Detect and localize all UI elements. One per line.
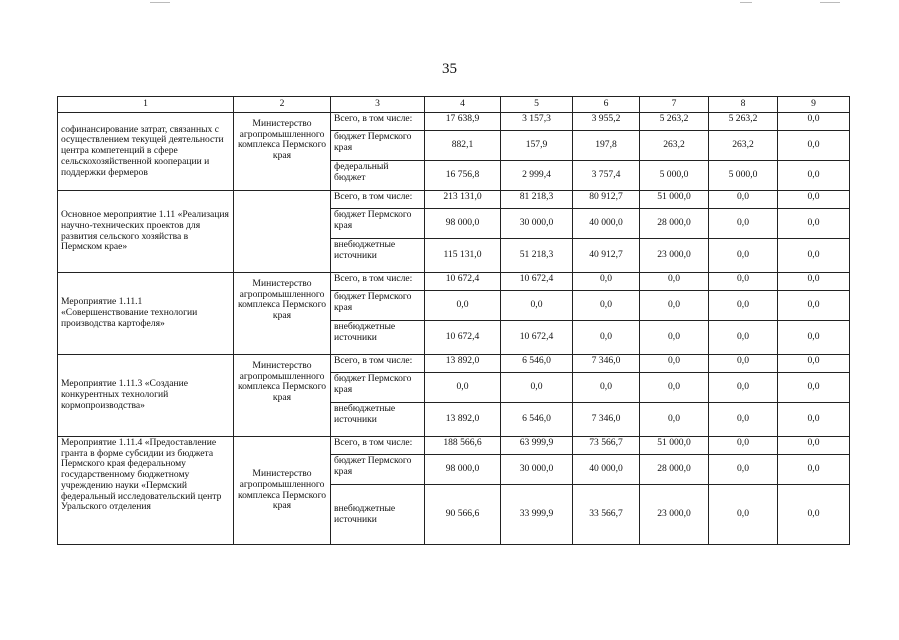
amount-cell: 33 999,9 xyxy=(501,485,573,545)
amount-cell: 0,0 xyxy=(640,291,709,321)
budget-table-container xyxy=(57,96,850,545)
amount-cell: 40 912,7 xyxy=(573,239,640,273)
amount-cell: 0,0 xyxy=(778,373,850,403)
responsible-executor: Министерство агропромышленного комплекса Пермского края xyxy=(234,273,331,355)
amount-cell: 23 000,0 xyxy=(640,239,709,273)
amount-cell: 0,0 xyxy=(778,403,850,437)
amount-cell: 197,8 xyxy=(573,131,640,161)
scan-artifact xyxy=(740,2,752,3)
scan-artifact xyxy=(820,2,840,3)
amount-cell: 0,0 xyxy=(709,403,778,437)
funding-source: внебюджетные источники xyxy=(331,403,425,437)
funding-source: внебюджетные источники xyxy=(331,485,425,545)
amount-cell: 51 218,3 xyxy=(501,239,573,273)
amount-cell: 0,0 xyxy=(573,373,640,403)
amount-cell: 0,0 xyxy=(640,321,709,355)
column-header-2: 2 xyxy=(234,97,331,113)
amount-cell: 0,0 xyxy=(709,321,778,355)
amount-cell: 81 218,3 xyxy=(501,191,573,209)
column-header-8: 8 xyxy=(709,97,778,113)
activity-name: Основное мероприятие 1.11 «Реализация научно-технических проектов для развития сельского хозяйства в Пермском крае» xyxy=(58,191,234,273)
header-row xyxy=(58,97,850,113)
funding-source: Всего, в том числе: xyxy=(331,273,425,291)
amount-cell: 0,0 xyxy=(425,291,501,321)
amount-cell: 30 000,0 xyxy=(501,209,573,239)
amount-cell: 51 000,0 xyxy=(640,437,709,455)
activity-name: софинансирование затрат, связанных с осуществлением текущей деятельности центра компетенций в сфере сельскохозяйственной кооперации и поддержки фермеров xyxy=(58,113,234,191)
amount-cell: 7 346,0 xyxy=(573,403,640,437)
amount-cell: 0,0 xyxy=(778,191,850,209)
funding-source: Всего, в том числе: xyxy=(331,355,425,373)
amount-cell: 263,2 xyxy=(640,131,709,161)
amount-cell: 0,0 xyxy=(709,455,778,485)
amount-cell: 0,0 xyxy=(709,291,778,321)
funding-source: Всего, в том числе: xyxy=(331,437,425,455)
table-row xyxy=(58,113,850,131)
funding-source: Всего, в том числе: xyxy=(331,191,425,209)
amount-cell: 0,0 xyxy=(778,455,850,485)
amount-cell: 63 999,9 xyxy=(501,437,573,455)
amount-cell: 0,0 xyxy=(709,209,778,239)
amount-cell: 0,0 xyxy=(778,239,850,273)
amount-cell: 0,0 xyxy=(640,273,709,291)
amount-cell: 3 157,3 xyxy=(501,113,573,131)
amount-cell: 0,0 xyxy=(709,485,778,545)
amount-cell: 7 346,0 xyxy=(573,355,640,373)
funding-source: бюджет Пермского края xyxy=(331,455,425,485)
amount-cell: 40 000,0 xyxy=(573,455,640,485)
amount-cell: 0,0 xyxy=(709,239,778,273)
amount-cell: 0,0 xyxy=(425,373,501,403)
funding-source: бюджет Пермского края xyxy=(331,131,425,161)
amount-cell: 13 892,0 xyxy=(425,403,501,437)
amount-cell: 5 263,2 xyxy=(640,113,709,131)
amount-cell: 0,0 xyxy=(778,113,850,131)
amount-cell: 263,2 xyxy=(709,131,778,161)
column-header-3: 3 xyxy=(331,97,425,113)
table-row xyxy=(58,191,850,209)
amount-cell: 188 566,6 xyxy=(425,437,501,455)
column-header-9: 9 xyxy=(778,97,850,113)
amount-cell: 0,0 xyxy=(778,273,850,291)
amount-cell: 10 672,4 xyxy=(501,273,573,291)
activity-name: Мероприятие 1.11.4 «Предоставление гранта в форме субсидии из бюджета Пермского края федеральному государственному бюджетному учреждению науки «Пермский федеральный исследовательский центр Уральского отделения xyxy=(58,437,234,545)
amount-cell: 0,0 xyxy=(778,291,850,321)
amount-cell: 23 000,0 xyxy=(640,485,709,545)
amount-cell: 10 672,4 xyxy=(425,273,501,291)
column-header-5: 5 xyxy=(501,97,573,113)
column-header-7: 7 xyxy=(640,97,709,113)
funding-source: федеральный бюджет xyxy=(331,161,425,191)
responsible-executor: Министерство агропромышленного комплекса Пермского края xyxy=(234,437,331,545)
amount-cell: 17 638,9 xyxy=(425,113,501,131)
amount-cell: 51 000,0 xyxy=(640,191,709,209)
responsible-executor: Министерство агропромышленного комплекса Пермского края xyxy=(234,113,331,191)
amount-cell: 13 892,0 xyxy=(425,355,501,373)
amount-cell: 0,0 xyxy=(709,191,778,209)
amount-cell: 0,0 xyxy=(778,209,850,239)
amount-cell: 115 131,0 xyxy=(425,239,501,273)
amount-cell: 0,0 xyxy=(778,161,850,191)
amount-cell: 0,0 xyxy=(778,131,850,161)
amount-cell: 73 566,7 xyxy=(573,437,640,455)
amount-cell: 10 672,4 xyxy=(425,321,501,355)
funding-source: Всего, в том числе: xyxy=(331,113,425,131)
amount-cell: 5 000,0 xyxy=(709,161,778,191)
amount-cell: 33 566,7 xyxy=(573,485,640,545)
table-body xyxy=(58,113,850,545)
amount-cell: 30 000,0 xyxy=(501,455,573,485)
amount-cell: 0,0 xyxy=(709,437,778,455)
amount-cell: 10 672,4 xyxy=(501,321,573,355)
amount-cell: 16 756,8 xyxy=(425,161,501,191)
budget-table xyxy=(57,96,850,545)
amount-cell: 6 546,0 xyxy=(501,355,573,373)
column-header-6: 6 xyxy=(573,97,640,113)
table-row xyxy=(58,273,850,291)
amount-cell: 98 000,0 xyxy=(425,455,501,485)
amount-cell: 80 912,7 xyxy=(573,191,640,209)
amount-cell: 2 999,4 xyxy=(501,161,573,191)
amount-cell: 0,0 xyxy=(709,355,778,373)
amount-cell: 0,0 xyxy=(501,373,573,403)
funding-source: бюджет Пермского края xyxy=(331,291,425,321)
amount-cell: 213 131,0 xyxy=(425,191,501,209)
amount-cell: 0,0 xyxy=(573,291,640,321)
amount-cell: 0,0 xyxy=(778,437,850,455)
amount-cell: 0,0 xyxy=(778,355,850,373)
amount-cell: 98 000,0 xyxy=(425,209,501,239)
amount-cell: 0,0 xyxy=(709,273,778,291)
column-header-1: 1 xyxy=(58,97,234,113)
amount-cell: 5 000,0 xyxy=(640,161,709,191)
amount-cell: 0,0 xyxy=(640,355,709,373)
amount-cell: 0,0 xyxy=(778,321,850,355)
page-number: 35 xyxy=(442,61,457,77)
funding-source: внебюджетные источники xyxy=(331,321,425,355)
table-row xyxy=(58,355,850,373)
amount-cell: 0,0 xyxy=(501,291,573,321)
amount-cell: 28 000,0 xyxy=(640,209,709,239)
amount-cell: 6 546,0 xyxy=(501,403,573,437)
funding-source: внебюджетные источники xyxy=(331,239,425,273)
amount-cell: 882,1 xyxy=(425,131,501,161)
amount-cell: 0,0 xyxy=(778,485,850,545)
responsible-executor xyxy=(234,191,331,273)
amount-cell: 40 000,0 xyxy=(573,209,640,239)
responsible-executor: Министерство агропромышленного комплекса Пермского края xyxy=(234,355,331,437)
column-header-4: 4 xyxy=(425,97,501,113)
amount-cell: 5 263,2 xyxy=(709,113,778,131)
amount-cell: 157,9 xyxy=(501,131,573,161)
amount-cell: 90 566,6 xyxy=(425,485,501,545)
funding-source: бюджет Пермского края xyxy=(331,209,425,239)
amount-cell: 0,0 xyxy=(640,373,709,403)
amount-cell: 0,0 xyxy=(573,321,640,355)
funding-source: бюджет Пермского края xyxy=(331,373,425,403)
amount-cell: 28 000,0 xyxy=(640,455,709,485)
activity-name: Мероприятие 1.11.3 «Создание конкурентных технологий кормопроизводства» xyxy=(58,355,234,437)
amount-cell: 0,0 xyxy=(709,373,778,403)
amount-cell: 3 955,2 xyxy=(573,113,640,131)
activity-name: Мероприятие 1.11.1 «Совершенствование технологии производства картофеля» xyxy=(58,273,234,355)
table-row xyxy=(58,437,850,455)
amount-cell: 0,0 xyxy=(640,403,709,437)
amount-cell: 0,0 xyxy=(573,273,640,291)
amount-cell: 3 757,4 xyxy=(573,161,640,191)
scan-artifact xyxy=(150,2,170,3)
